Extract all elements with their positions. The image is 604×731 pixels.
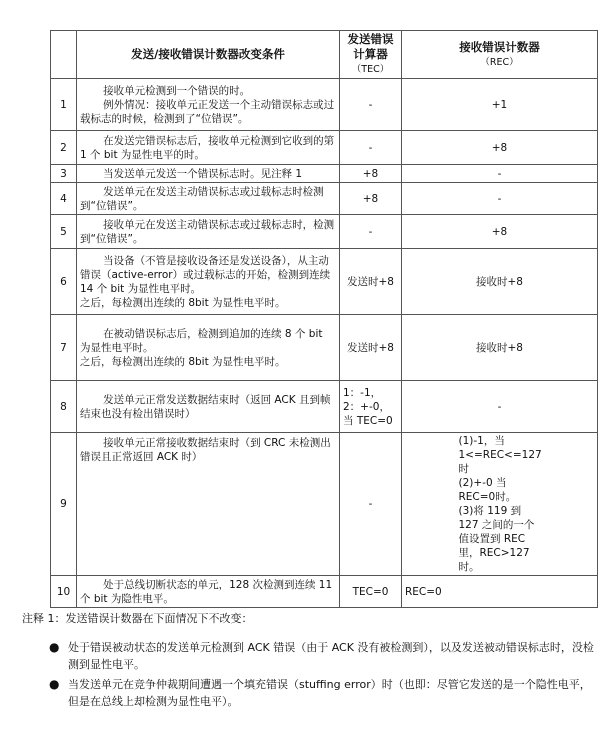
table-row xyxy=(51,131,598,165)
row-rec xyxy=(402,433,598,576)
header-no xyxy=(51,31,77,79)
row-number: 9 xyxy=(51,433,77,576)
condition-line: 之后，每检测出连续的 8bit 为显性电平时。 xyxy=(80,296,286,309)
rec-line: (2)+-0 当 REC=0时。 xyxy=(458,477,517,503)
header-rec-sub: （REC） xyxy=(480,56,519,68)
error-counter-table xyxy=(50,30,598,608)
row-rec: +8 xyxy=(402,215,598,249)
row-condition: 发送单元在发送主动错误标志或过载标志时检测到“位错误”。 xyxy=(77,183,340,215)
header-tec-title: 发送错误计算器 xyxy=(347,32,394,61)
bullet-icon: ● xyxy=(49,677,60,691)
list-item xyxy=(22,639,597,673)
row-condition: 处于总线切断状态的单元，128 次检测到连续 11 个 bit 为隐性电平。 xyxy=(77,576,340,608)
condition-line: 例外情况：接收单元正发送一个主动错误标志或过载标志的时候，检测到了“位错误”。 xyxy=(80,98,335,125)
table-row xyxy=(51,249,598,315)
row-number: 6 xyxy=(51,249,77,315)
row-tec: 发送时+8 xyxy=(340,315,402,381)
row-number: 10 xyxy=(51,576,77,608)
row-number: 4 xyxy=(51,183,77,215)
list-item xyxy=(22,676,597,710)
notes-section xyxy=(22,610,597,713)
row-rec: - xyxy=(402,183,598,215)
table-row xyxy=(51,433,598,576)
condition-line: 当设备（不管是接收设备还是发送设备），从主动错误（active-error）或过载标志的开始，检测到连续 14 个 bit 为显性电平时。 xyxy=(80,254,331,295)
row-number: 7 xyxy=(51,315,77,381)
rec-line: (3)将 119 到 127 之间的一个值设置到 REC 里，REC>127 时。 xyxy=(458,505,535,573)
row-rec: REC=0 xyxy=(402,576,598,608)
row-tec: TEC=0 xyxy=(340,576,402,608)
notes-list xyxy=(22,639,597,710)
row-tec: - xyxy=(340,79,402,131)
row-tec: +8 xyxy=(340,165,402,183)
row-condition: 发送单元正常发送数据结束时（返回 ACK 且到帧结束也没有检出错误时） xyxy=(77,381,340,433)
row-tec: +8 xyxy=(340,183,402,215)
row-number: 8 xyxy=(51,381,77,433)
condition-line: 在被动错误标志后，检测到追加的连续 8 个 bit 为显性电平时。 xyxy=(80,327,323,354)
header-tec-sub: （TEC） xyxy=(351,64,390,75)
row-condition xyxy=(77,79,340,131)
row-rec: 接收时+8 xyxy=(402,315,598,381)
row-number: 1 xyxy=(51,79,77,131)
note-text: 处于错误被动状态的发送单元检测到 ACK 错误（由于 ACK 没有被检测到），以及发送被动错误标志时，没检测到显性电平。 xyxy=(68,641,594,671)
tec-line: 当 TEC=0 xyxy=(343,414,393,427)
table-row xyxy=(51,576,598,608)
row-rec: - xyxy=(402,165,598,183)
table-row xyxy=(51,183,598,215)
table-row xyxy=(51,79,598,131)
row-condition xyxy=(77,249,340,315)
rec-line: (1)-1，当 1<=REC<=127 时 xyxy=(458,435,542,475)
row-rec: +8 xyxy=(402,131,598,165)
header-condition: 发送/接收错误计数器改变条件 xyxy=(77,31,340,79)
table-row xyxy=(51,381,598,433)
header-tec xyxy=(340,31,402,79)
note-text: 当发送单元在竞争仲裁期间遭遇一个填充错误（stuffing error）时（也即：尽管它发送的是一个隐性电平，但是在总线上却检测为显性电平）。 xyxy=(68,678,591,708)
row-condition: 当发送单元发送一个错误标志时。见注释 1 xyxy=(77,165,340,183)
row-tec: - xyxy=(340,131,402,165)
tec-line: 2：+-0， xyxy=(343,400,390,413)
row-rec: 接收时+8 xyxy=(402,249,598,315)
row-rec: +1 xyxy=(402,79,598,131)
notes-title: 注释 1：发送错误计数器在下面情况下不改变： xyxy=(22,612,253,625)
rec-rules xyxy=(459,434,541,574)
row-tec xyxy=(340,381,402,433)
bullet-icon: ● xyxy=(49,640,60,654)
table-row xyxy=(51,165,598,183)
table-header-row xyxy=(51,31,598,79)
header-rec-title: 接收错误计数器 xyxy=(459,39,540,54)
row-rec: - xyxy=(402,381,598,433)
row-condition: 接收单元在发送主动错误标志或过载标志时，检测到“位错误”。 xyxy=(77,215,340,249)
row-tec: 发送时+8 xyxy=(340,249,402,315)
row-tec: - xyxy=(340,433,402,576)
row-condition xyxy=(77,315,340,381)
table-row xyxy=(51,215,598,249)
condition-line: 之后，每检测出连续的 8bit 为显性电平时。 xyxy=(80,355,286,368)
row-number: 3 xyxy=(51,165,77,183)
condition-line: 接收单元检测到一个错误的时。 xyxy=(103,84,251,97)
row-number: 2 xyxy=(51,131,77,165)
tec-line: 1：-1， xyxy=(343,386,382,399)
header-rec xyxy=(402,31,598,79)
row-number: 5 xyxy=(51,215,77,249)
table-row xyxy=(51,315,598,381)
row-condition: 接收单元正常接收数据结束时（到 CRC 未检测出错误且正常返回 ACK 时） xyxy=(77,433,340,576)
row-tec: - xyxy=(340,215,402,249)
row-condition: 在发送完错误标志后，接收单元检测到它收到的第 1 个 bit 为显性电平的时。 xyxy=(77,131,340,165)
